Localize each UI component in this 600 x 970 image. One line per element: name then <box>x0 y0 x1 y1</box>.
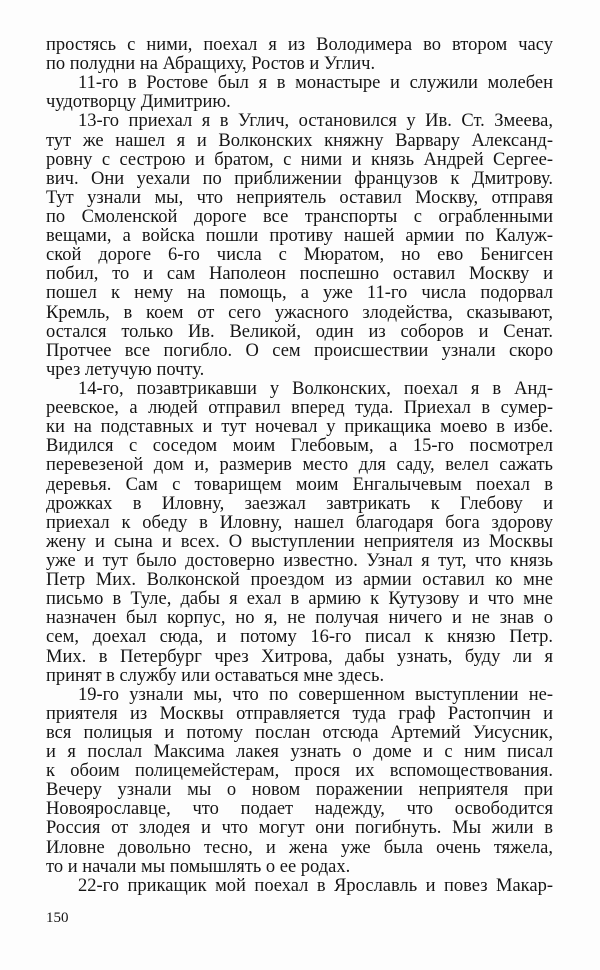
text-line: к обоим полицемейстерам, прося их вспомоществования. <box>46 761 553 782</box>
text-line: по полудни на Абращиху, Ростов и Углич. <box>46 54 376 75</box>
text-line: Тут узнали мы, что неприятель оставил Москву, отправя <box>46 187 553 208</box>
text-line: Протчее все погибло. О сем происшествии узнали скоро <box>46 340 553 361</box>
text-line: дрожках в Иловну, заезжал завтрикать к Глебову и <box>46 493 553 514</box>
body-text <box>46 36 553 896</box>
text-line: уже и тут было достоверно известно. Узнал я тут, что князь <box>46 550 553 571</box>
text-line: то и начали мы помышлять о ее родах. <box>46 856 351 877</box>
text-line: Иловне довольно тесно, и жена уже была очень тяжела, <box>46 837 553 858</box>
text-line: Вечеру узнали мы о новом поражении неприятеля при <box>46 780 553 801</box>
text-line: вещами, а войска пошли противу нашей армии по Калуж- <box>46 226 553 247</box>
text-line: и я послал Максима лакея узнать о доме и с ним писал <box>46 742 553 763</box>
text-line: письмо в Туле, дабы я ехал в армию к Кутузову и что мне <box>46 589 553 610</box>
text-line: Мих. в Петербург чрез Хитрова, дабы узнать, буду ли я <box>46 646 553 667</box>
text-line: назначен был корпус, но я, не получая ничего и не знав о <box>46 608 553 629</box>
text-line: побил, то и сам Наполеон поспешно оставил Москву и <box>46 264 553 285</box>
text-line: ки на подставных и тут ночевал у прикащика моево в избе. <box>46 417 553 438</box>
text-line: ровну с сестрою и братом, с ними и князь Андрей Сергее- <box>46 149 553 170</box>
text-line: деревья. Сам с товарищем моим Енгалычевым поехал в <box>46 474 553 495</box>
text-line: простясь с ними, поехал я из Володимера во втором часу <box>46 35 553 55</box>
text-line: вся полицыя и потому послан отсюда Артемий Уисусник, <box>46 722 553 743</box>
text-line: реевское, а людей отправил вперед туда. Приехал в сумер- <box>46 398 553 419</box>
text-line: Петр Мих. Волконской проездом из армии оставил ко мне <box>46 570 553 591</box>
text-line: приятеля из Москвы отправляется туда граф Растопчин и <box>46 703 553 724</box>
text-line: 22-го прикащик мой поехал в Ярославль и повез Макар- <box>78 875 553 896</box>
text-line: перевезеной дом и, размерив место для саду, велел сажать <box>46 455 553 476</box>
text-line: Новоярославце, что подает надежду, что освободится <box>46 799 553 820</box>
text-line: жену и сына и всех. О выступлении неприятеля из Москвы <box>46 531 553 552</box>
text-line: тут же нашел я и Волконских княжну Варвару Александ- <box>46 130 553 151</box>
text-line: 14-го, позавтрикавши у Волконских, поехал я в Анд- <box>78 378 553 399</box>
text-line: сем, доехал сюда, и потому 16-го писал к князю Петр. <box>46 627 553 648</box>
text-line: по Смоленской дороге все транспорты с ограбленными <box>46 206 553 227</box>
text-line: Видился с соседом моим Глебовым, а 15-го посмотрел <box>46 436 553 457</box>
text-line: чрез летучую почту. <box>46 359 205 380</box>
text-line: чудотворцу Димитрию. <box>46 92 231 113</box>
text-line: приехал к обеду в Иловну, нашел благодаря бога здорову <box>46 512 553 533</box>
text-line: 11-го в Ростове был я в монастыре и служили молебен <box>78 73 553 94</box>
text-line: Россия от злодея и что могут они погибнуть. Мы жили в <box>46 818 553 839</box>
text-line: 19-го узнали мы, что по совершенном выступлении не- <box>78 684 553 705</box>
text-line: принят в службу или оставаться мне здесь. <box>46 665 385 686</box>
text-line: остался только Ив. Великой, один из соборов и Сенат. <box>46 321 553 342</box>
text-line: пошел к нему на помощь, а уже 11-го числа подорвал <box>46 283 553 304</box>
text-line: Кремль, в коем от сего ужасного злодейства, сказывают, <box>46 302 553 323</box>
text-line: вич. Они уехали по приближении французов к Дмитрову. <box>46 168 553 189</box>
text-line: ской дороге 6-го числа с Мюратом, но ево Бенигсен <box>46 245 553 266</box>
page-number: 150 <box>46 910 69 926</box>
text-line: 13-го приехал я в Углич, остановился у Ив. Ст. Змеева, <box>78 111 553 132</box>
